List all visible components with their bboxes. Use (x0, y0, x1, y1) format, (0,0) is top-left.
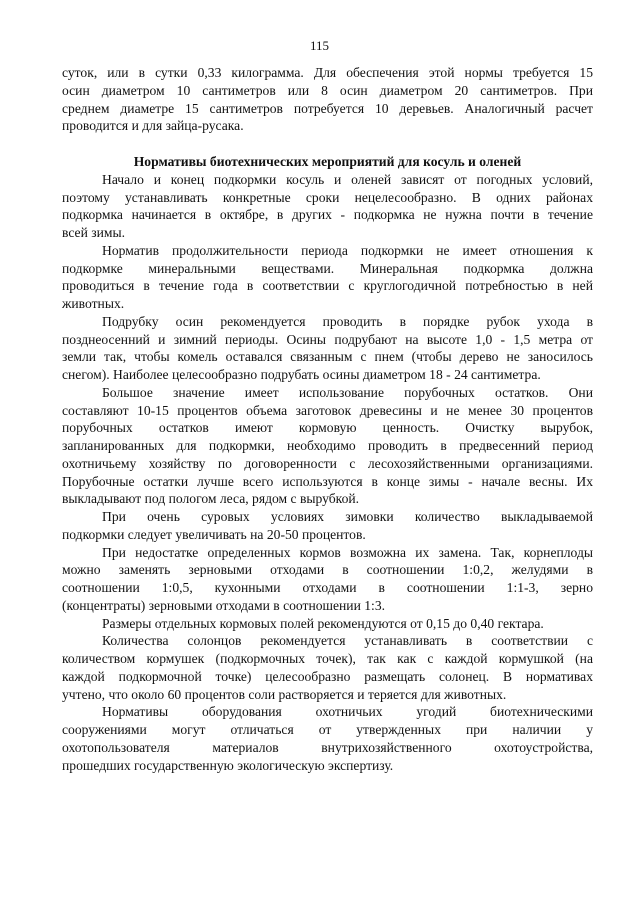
text-line: снегом). Наиболее целесообразно подрубать осины диаметром 18 - 24 сантиметра. (62, 367, 541, 382)
text-line: Нормативы оборудования охотничьих угодий биотехническими (102, 704, 593, 720)
page-content (62, 64, 593, 774)
section-heading: Нормативы биотехнических мероприятий для косуль и оленей (133, 154, 522, 169)
text-line: выкладывают под пологом леса, рядом с вырубкой. (62, 491, 360, 507)
paragraph (62, 313, 593, 384)
text-line: составляют 10-15 процентов объема заготовок древесины и не менее 30 процентов (62, 402, 593, 418)
text-line: (концентраты) зерновыми отходами в соотношении 1:3. (62, 597, 386, 613)
text-line: каждой подкормочной точке) целесообразно размещать солонец. В нормативах (62, 668, 593, 684)
text-line: проводится и для зайца-русака. (62, 118, 244, 134)
text-line: охотопользователя материалов внутрихозяйственного охотоустройства, (62, 739, 593, 755)
page-number: 115 (309, 38, 330, 53)
paragraph (62, 171, 593, 242)
text-line: сооружениями могут отличаться от утвержденных при наличии у (62, 722, 593, 737)
text-line: учтено, что около 60 процентов соли растворяется и теряется для животных. (62, 686, 507, 702)
text-line: Начало и конец подкормки косуль и оленей зависят от погодных условий, (102, 171, 593, 187)
paragraph (62, 703, 593, 774)
paragraph (62, 615, 593, 633)
text-line: суток, или в сутки 0,33 килограмма. Для обеспечения этой нормы требуется 15 (62, 65, 593, 80)
text-line: прошедших государственную экологическую экспертизу. (62, 757, 394, 773)
text-line: охотничьему хозяйству по договоренности с лесохозяйственными организациями. (62, 455, 593, 471)
text-line: поэтому устанавливать конкретные сроки нецелесообразно. В одних районах (62, 189, 593, 205)
spacer (62, 135, 593, 153)
text-line: Количества солонцов рекомендуется устанавливать в соответствии с (102, 633, 593, 649)
paragraph (62, 242, 593, 313)
text-line: Размеры отдельных кормовых полей рекомендуются от 0,15 до 0,40 гектара. (102, 615, 544, 631)
text-line: осин диаметром 10 сантиметров или 8 осин диаметром 20 сантиметров. При (62, 82, 593, 98)
text-line: можно заменять зерновыми отходами в соотношении 1:0,2, желудями в (62, 562, 593, 578)
paragraph-continuation (62, 64, 593, 135)
text-line: проводиться в течение года в соответствии с круглогодичной потребностью в ней (62, 278, 593, 294)
text-line: соотношении 1:0,5, кухонными отходами в соотношении 1:1-3, зерно (62, 580, 593, 595)
paragraph (62, 384, 593, 508)
text-line: количеством кормушек (подкормочных точек), так как с каждой кормушкой (на (62, 651, 593, 666)
text-line: подкормке минеральными веществами. Минеральная подкормка должна (62, 260, 593, 276)
text-line: подкормки следует увеличивать на 20-50 процентов. (62, 526, 366, 542)
text-line: Подрубку осин рекомендуется проводить в порядке рубок ухода в (102, 313, 593, 329)
text-line: среднем диаметре 15 сантиметров потребуется 10 деревьев. Аналогичный расчет (62, 100, 593, 116)
text-line: животных. (62, 296, 125, 311)
text-line: позднеосенний и зимний периоды. Осины подрубают на высоте 1,0 - 1,5 метра от (62, 331, 593, 347)
text-line: порубочных остатков имеют кормовую ценность. Очистку вырубок, (62, 420, 593, 436)
paragraph (62, 544, 593, 615)
text-line: всей зимы. (62, 225, 126, 240)
text-line: земли так, чтобы комель оставался связанным с пнем (чтобы дерево не заносилось (62, 349, 593, 365)
text-line: При очень суровых условиях зимовки количество выкладываемой (102, 509, 593, 524)
text-line: Норматив продолжительности периода подкормки не имеет отношения к (102, 242, 593, 258)
text-line: Большое значение имеет использование порубочных остатков. Они (102, 384, 593, 400)
text-line: подкормка начинается в октябре, в других - подкормка не нужна почти в течение (62, 207, 593, 223)
text-line: запланированных для подкормки, необходимо проводить в предвесенний период (62, 438, 593, 453)
text-line: Порубочные остатки лучше всего используются в конце зимы - начале весны. Их (62, 473, 593, 489)
paragraph (62, 508, 593, 544)
paragraph (62, 632, 593, 703)
text-line: При недостатке определенных кормов возможна их замена. Так, корнеплоды (102, 544, 593, 560)
